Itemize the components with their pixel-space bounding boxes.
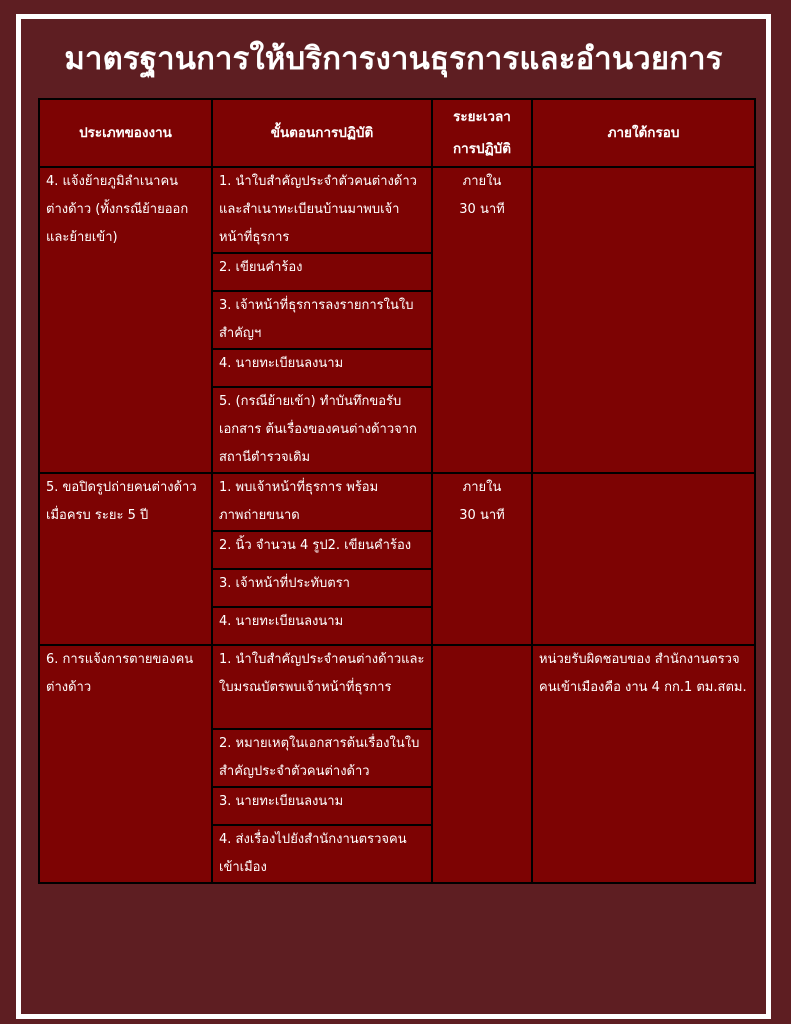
duration-cell — [432, 645, 532, 883]
step-cell: 5. (กรณีย้ายเข้า) ทำบันทึกขอรับเอกสาร ต้นเรื่องของคนต่างด้าวจากสถานีตำรวจเดิม — [212, 387, 432, 473]
step-cell: 1. นำใบสำคัญประจำตัวคนต่างด้าว และสำเนาทะเบียนบ้านมาพบเจ้าหน้าที่ธุรการ — [212, 167, 432, 253]
step-cell: 2. หมายเหตุในเอกสารต้นเรื่องในใบสำคัญประจำตัวคนต่างด้าว — [212, 729, 432, 787]
poster-frame — [16, 14, 771, 1019]
step-cell: 2. เขียนคำร้อง — [212, 253, 432, 291]
step-cell: 3. เจ้าหน้าที่ธุรการลงรายการในใบสำคัญฯ — [212, 291, 432, 349]
header-duration-text: ระยะเวลา การปฏิบัติ — [453, 109, 511, 157]
page-title: มาตรฐานการให้บริการงานธุรการและอำนวยการ — [64, 41, 723, 77]
header-work-type: ประเภทของงาน — [39, 99, 212, 167]
framework-cell — [532, 473, 755, 645]
table-header-row — [39, 99, 755, 167]
table-row — [39, 645, 755, 729]
step-cell: 1. พบเจ้าหน้าที่ธุรการ พร้อมภาพถ่ายขนาด — [212, 473, 432, 531]
duration-text: ภายใน 30 นาที — [459, 480, 505, 523]
work-type-cell: 6. การแจ้งการตายของคนต่างด้าว — [39, 645, 212, 883]
step-cell: 3. นายทะเบียนลงนาม — [212, 787, 432, 825]
duration-cell — [432, 473, 532, 645]
work-type-cell: 5. ขอปิดรูปถ่ายคนต่างด้าว เมื่อครบ ระยะ 5 ปี — [39, 473, 212, 645]
duration-text: ภายใน 30 นาที — [459, 174, 505, 217]
step-cell: 4. นายทะเบียนลงนาม — [212, 349, 432, 387]
step-cell: 4. ส่งเรื่องไปยังสำนักงานตรวจคนเข้าเมือง — [212, 825, 432, 883]
table-row — [39, 167, 755, 253]
step-cell: 1. นำใบสำคัญประจำคนต่างด้าวและใบมรณบัตรพบเจ้าหน้าที่ธุรการ — [212, 645, 432, 729]
header-steps: ขั้นตอนการปฏิบัติ — [212, 99, 432, 167]
framework-cell: หน่วยรับผิดชอบของ สำนักงานตรวจคนเข้าเมืองคือ งาน 4 กก.1 ตม.สตม. — [532, 645, 755, 883]
service-standards-table — [38, 98, 756, 884]
duration-cell — [432, 167, 532, 473]
step-cell: 2. นิ้ว จำนวน 4 รูป2. เขียนคำร้อง — [212, 531, 432, 569]
step-cell: 4. นายทะเบียนลงนาม — [212, 607, 432, 645]
header-framework: ภายใต้กรอบ — [532, 99, 755, 167]
table-row — [39, 473, 755, 531]
header-duration — [432, 99, 532, 167]
framework-cell — [532, 167, 755, 473]
step-cell: 3. เจ้าหน้าที่ประทับตรา — [212, 569, 432, 607]
work-type-cell: 4. แจ้งย้ายภูมิลำเนาคนต่างด้าว (ทั้งกรณีย้ายออกและย้ายเข้า) — [39, 167, 212, 473]
